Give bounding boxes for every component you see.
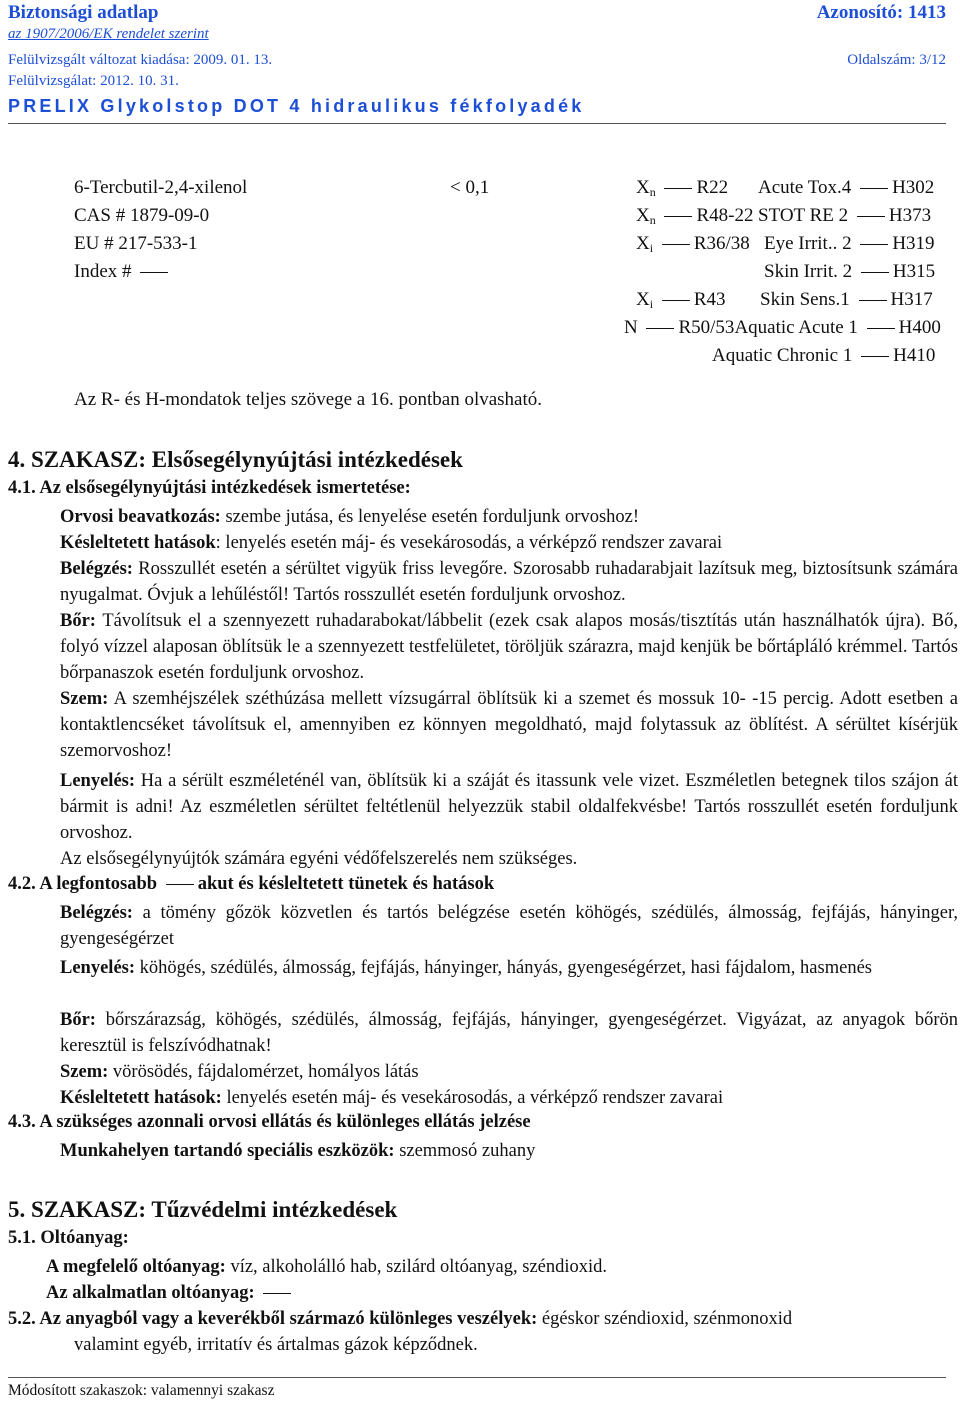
- section-4-3-title: 4.3. A szükséges azonnali orvosi ellátás és különleges ellátás jelzése: [8, 1112, 531, 1132]
- class-row: $X_i$ R36/38: [636, 233, 750, 255]
- class-row: $X_i$ R43: [636, 289, 726, 311]
- dash-mark: [263, 1293, 291, 1294]
- dash-mark: [861, 356, 889, 357]
- component-index: Index #: [74, 261, 172, 283]
- unsuitable-agent: Az alkalmatlan oltóanyag:: [46, 1280, 944, 1306]
- dash-mark: [860, 244, 888, 245]
- component-name: 6-Tercbutil-2,4-xilenol: [74, 177, 248, 198]
- s42-ingestion: Lenyelés: köhögés, szédülés, álmosság, fejfájás, hányinger, hányás, gyengeségérzet, hasi fájdalom, hasmenés: [60, 958, 872, 978]
- dash-mark: [861, 272, 889, 273]
- class-row: N R50/53Aquatic Acute 1 H400: [624, 317, 941, 338]
- section-4-2-title: 4.2. A legfontosabb akut és késleltetett tünetek és hatások: [8, 874, 495, 894]
- dash-mark: [662, 300, 690, 301]
- class-category: Acute Tox.4 H302: [758, 177, 935, 198]
- class-category: Skin Sens.1 H317: [760, 289, 933, 310]
- class-row: $X_n$ R48-22: [636, 205, 754, 227]
- page-number: Oldalszám: 3/12: [847, 52, 946, 68]
- doctor-paragraph: Orvosi beavatkozás: szembe jutása, és lenyelése esetén forduljunk orvoshoz!: [60, 507, 640, 527]
- suitable-agent: A megfelelő oltóanyag: víz, alkoholálló hab, szilárd oltóanyag, széndioxid.: [46, 1257, 608, 1277]
- product-name: PRELIX Glykolstop DOT 4 hidraulikus fékfolyadék: [8, 96, 585, 116]
- s42-delayed: Késleltetett hatások: lenyelés esetén máj- és vesekárosodás, a vérképző rendszer zavarai: [60, 1088, 724, 1108]
- s42-skin: Bőr: bőrszárazság, köhögés, szédülés, álmosság, fejfájás, hányinger, gyengeségérzet. Vigyázat, az anyagok bőrön keresztül is felszívódhatnak!: [60, 1010, 958, 1056]
- document-title: Biztonsági adatlap: [8, 2, 159, 23]
- dash-mark: [166, 884, 194, 885]
- dash-mark: [857, 216, 885, 217]
- section-5-title: 5. SZAKASZ: Tűzvédelmi intézkedések: [8, 1197, 398, 1222]
- footer-divider: [8, 1377, 946, 1378]
- section-4-1-title: 4.1. Az elsősegélynyújtási intézkedések ismertetése:: [8, 478, 411, 498]
- section-4-title: 4. SZAKASZ: Elsősegélynyújtási intézkedések: [8, 447, 463, 472]
- dash-mark: [140, 272, 168, 273]
- skin-paragraph: Bőr: Távolítsuk el a szennyezett ruhadarabokat/lábbelit (ezek csak alapos mosás/tisztítás után használhatók újra). Bő, folyó vízzel alaposan öblítsük le a szennyezett testfelületet, töröljük szárazra, majd kenjük be bőrtápláló krémmel. Tartós bőrpanaszok esetén forduljunk orvoshoz.: [60, 611, 958, 683]
- dash-mark: [859, 300, 887, 301]
- document-identifier: Azonosító: 1413: [816, 2, 946, 23]
- inhalation-paragraph: Belégzés: Rosszullét esetén a sérültet vigyük friss levegőre. Szorosabb ruhadarabjait lazítsuk meg, biztosítsunk számára nyugalmat. Óvjuk a lehűléstől! Tartós rosszullét esetén forduljunk orvoshoz.: [60, 559, 958, 605]
- section-5-2: 5.2. Az anyagból vagy a keverékből származó különleges veszélyek: égéskor széndioxid, szénmonoxid: [8, 1309, 793, 1329]
- delayed-paragraph: Késleltetett hatások: lenyelés esetén máj- és vesekárosodás, a vérképző rendszer zavarai: [60, 533, 723, 553]
- revision-date: Felülvizsgálat: 2012. 10. 31.: [8, 73, 179, 89]
- header-divider: [8, 123, 946, 124]
- class-category: STOT RE 2 H373: [758, 205, 932, 226]
- dash-mark: [646, 328, 674, 329]
- class-category: Aquatic Chronic 1 H410: [712, 345, 936, 366]
- s42-inhalation: Belégzés: a tömény gőzök közvetlen és tartós belégzése esetén köhögés, szédülés, álmosság, fejfájás, hányinger, gyengeségérzet: [60, 903, 959, 949]
- class-category: Skin Irrit. 2 H315: [764, 261, 936, 282]
- dash-mark: [860, 188, 888, 189]
- revision-issue: Felülvizsgált változat kiadása: 2009. 01. 13.: [8, 52, 273, 68]
- component-cas: CAS # 1879-09-0: [74, 205, 210, 226]
- component-eu: EU # 217-533-1: [74, 233, 198, 254]
- dash-mark: [664, 188, 692, 189]
- dash-mark: [867, 328, 895, 329]
- eye-paragraph: Szem: A szemhéjszélek széthúzása mellett vízsugárral öblítsük ki a szemet és mossuk 10- -15 percig. Adott esetben a kontaktlencséket távolítsuk el, amennyiben ez könnyen megoldható, majd folytassuk az öblítést. A sérültet kísérjük szemorvoshoz!: [60, 689, 958, 761]
- dash-mark: [664, 216, 692, 217]
- class-row: $X_n$ R22: [636, 177, 729, 199]
- component-note: Az R- és H-mondatok teljes szövege a 16. pontban olvasható.: [74, 389, 543, 410]
- s43-paragraph: Munkahelyen tartandó speciális eszközök: szemmosó zuhany: [60, 1141, 536, 1161]
- section-5-1-title: 5.1. Oltóanyag:: [8, 1228, 129, 1248]
- class-category: Eye Irrit.. 2 H319: [764, 233, 935, 254]
- ppe-paragraph: Az elsősegélynyújtók számára egyéni védőfelszerelés nem szükséges.: [60, 849, 578, 869]
- regulation-link[interactable]: az 1907/2006/EK rendelet szerint: [8, 26, 209, 42]
- section-5-2-cont: valamint egyéb, irritatív és ártalmas gázok képződnek.: [74, 1335, 478, 1355]
- dash-mark: [662, 244, 690, 245]
- ingestion-paragraph: Lenyelés: Ha a sérült eszméleténél van, öblítsük ki a száját és itassunk vele vizet. Eszméletlen betegnek tilos szájon át bármit is adni! Az eszméletlen sérültet feltétlenül helyezzük stabil oldalfekvésbe! Tartós rosszullét esetén forduljunk orvoshoz.: [60, 771, 959, 843]
- s42-eye: Szem: vörösödés, fájdalomérzet, homályos látás: [60, 1062, 419, 1082]
- footer-modified: Módosított szakaszok: valamennyi szakasz: [8, 1382, 275, 1399]
- component-concentration: < 0,1: [450, 177, 490, 198]
